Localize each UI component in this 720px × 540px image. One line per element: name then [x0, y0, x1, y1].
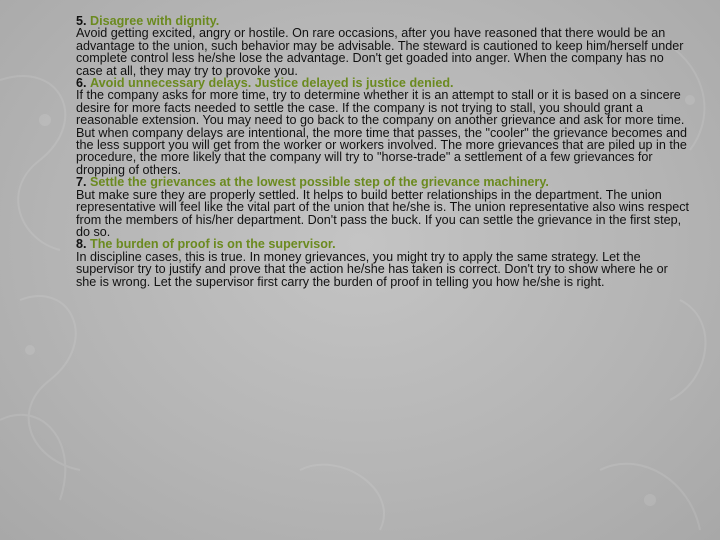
guideline-paragraph: But when company delays are intentional, the more time that passes, the "cooler" the grievance becomes and the less support you will get from the worker or workers involved. The more grievances that are piled up in the procedure, the more likely that the company will try to "horse-trade" a settlement of a few grievances for dropping of others.: [76, 125, 687, 177]
guideline-paragraph: But make sure they are properly settled. It helps to build better relationships in the department. The union representative will feel like the vital part of the union that he/she is. The union representative also wins respect from the members of his/her department. Don't pass the buck. If you can settle the grievance in the first step, do so.: [76, 187, 690, 239]
guideline-heading: [76, 238, 690, 250]
guideline-number: 5.: [76, 14, 87, 28]
guideline-heading: [76, 176, 690, 188]
content-block: [76, 15, 690, 288]
guideline-item-6: [76, 77, 690, 176]
guideline-number: 7.: [76, 175, 87, 190]
guideline-title: The burden of proof is on the supervisor.: [90, 237, 336, 252]
guideline-paragraph: If the company asks for more time, try to determine whether it is an attempt to stall or it is based on a sincere desire for more facts needed to settle the case. If the company is not trying to stall, you should grant a reasonable extension. You may need to go back to the company on another grievance and ask for more time.: [76, 88, 685, 128]
guideline-number: 6.: [76, 76, 87, 91]
guideline-number: 8.: [76, 237, 87, 252]
guideline-item-8: [76, 238, 690, 288]
guideline-paragraph: Avoid getting excited, angry or hostile. On rare occasions, after you have reasoned that there would be an advantage to the union, such behavior may be advisable. The steward is cautioned to keep him/herself under complete control less he/she lose the advantage. Don't get goaded into anger. When the company has no case at all, they may try to provoke you.: [76, 26, 684, 78]
guideline-item-7: [76, 176, 690, 238]
guideline-paragraph: In discipline cases, this is true. In money grievances, you might try to apply the same strategy. Let the supervisor try to justify and prove that the action he/she has taken is correct. Don't try to show where he or she is wrong. Let the supervisor first carry the burden of proof in telling you how he/she is right.: [76, 249, 668, 289]
guideline-title: Disagree with dignity.: [90, 14, 220, 28]
guideline-item-5: [76, 15, 690, 77]
guideline-title: Settle the grievances at the lowest possible step of the grievance machinery.: [90, 175, 549, 190]
guideline-title: Avoid unnecessary delays. Justice delayed is justice denied.: [90, 76, 454, 91]
